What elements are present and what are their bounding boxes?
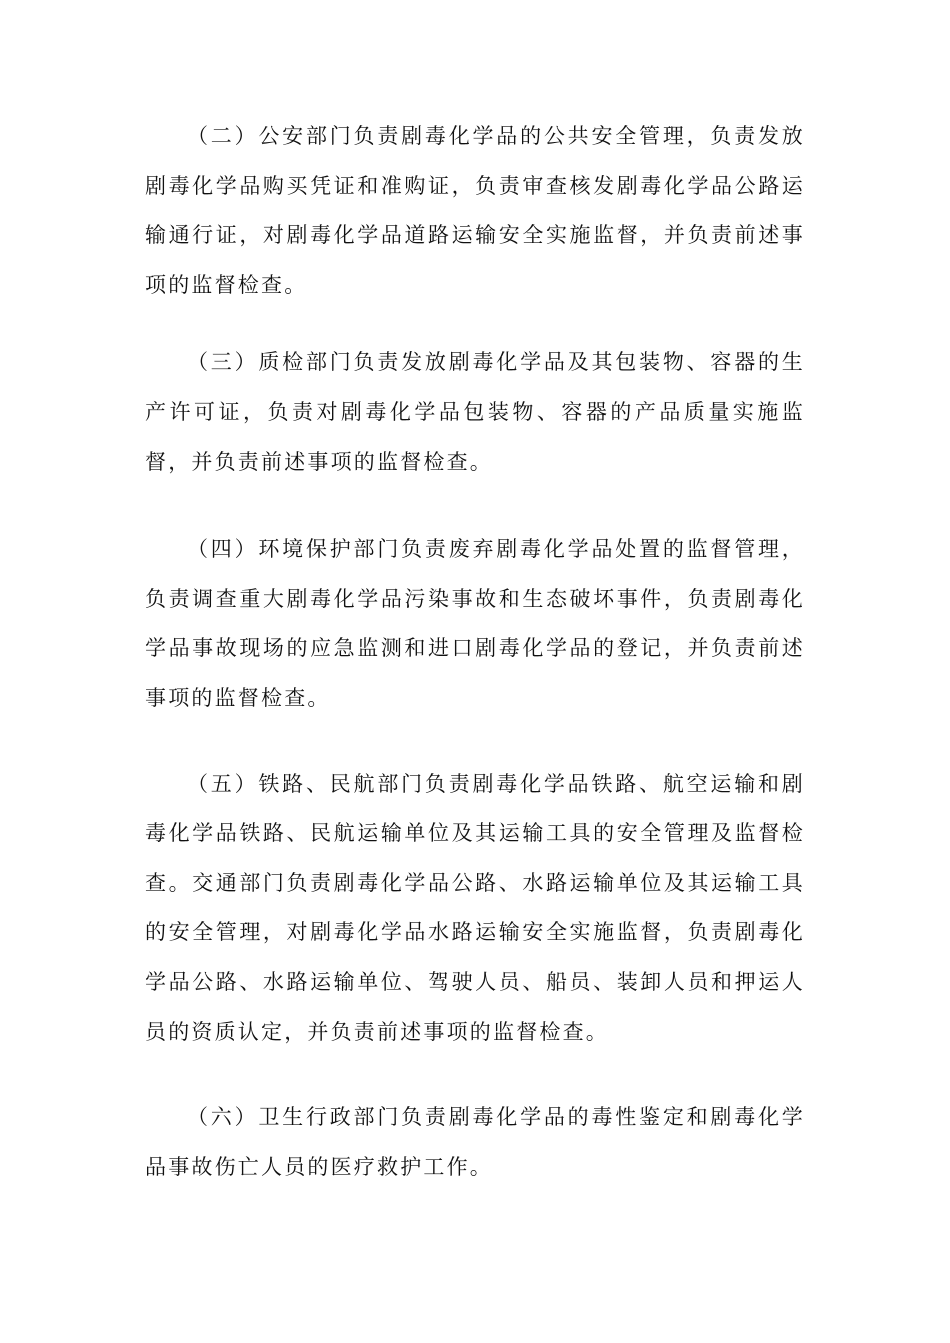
document-body [145,112,805,1228]
paragraph-railway-aviation-transport: （五）铁路、民航部门负责剧毒化学品铁路、航空运输和剧毒化学品铁路、民航运输单位及其运输工具的安全管理及监督检查。交通部门负责剧毒化学品公路、水路运输单位及其运输工具的安全管理，对剧毒化学品水路运输安全实施监督，负责剧毒化学品公路、水路运输单位、驾驶人员、船员、装卸人员和押运人员的资质认定，并负责前述事项的监督检查。 [145,771,805,1044]
paragraph-public-security: （二）公安部门负责剧毒化学品的公共安全管理，负责发放剧毒化学品购买凭证和准购证，负责审查核发剧毒化学品公路运输通行证，对剧毒化学品道路运输安全实施监督，并负责前述事项的监督检查。 [145,124,805,297]
paragraph-quality-inspection: （三）质检部门负责发放剧毒化学品及其包装物、容器的生产许可证，负责对剧毒化学品包装物、容器的产品质量实施监督，并负责前述事项的监督检查。 [145,350,805,474]
paragraph-health-administration: （六）卫生行政部门负责剧毒化学品的毒性鉴定和剧毒化学品事故伤亡人员的医疗救护工作。 [145,1105,805,1179]
paragraph-environmental-protection: （四）环境保护部门负责废弃剧毒化学品处置的监督管理，负责调查重大剧毒化学品污染事故和生态破坏事件，负责剧毒化学品事故现场的应急监测和进口剧毒化学品的登记，并负责前述事项的监督检查。 [145,537,805,710]
